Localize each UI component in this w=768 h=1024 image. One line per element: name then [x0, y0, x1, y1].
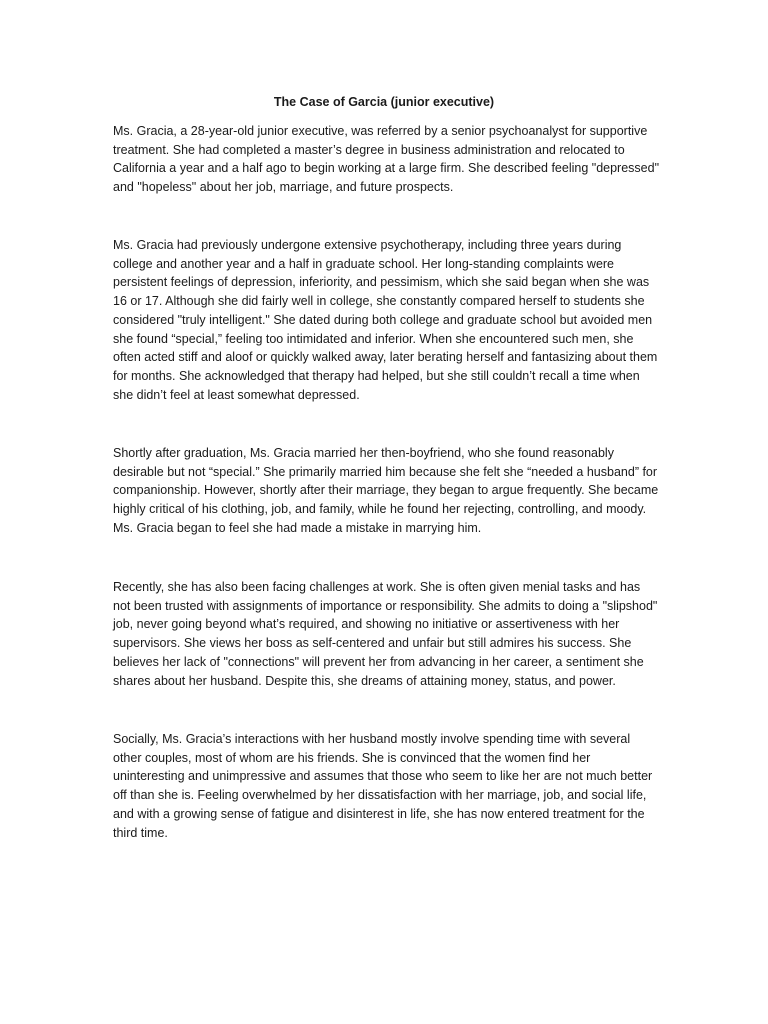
paragraph-social-life: Socially, Ms. Gracia’s interactions with her husband mostly involve spending time with several other couples, most of whom are his friends. She is convinced that the women find her uninteresting and unimpressive and assumes that those who seem to like her are not much better off than she is. Feeling overwhelmed by her dissatisfaction with her marriage, job, and social life, and with a growing sense of fatigue and disinterest in life, she has now entered treatment for the third time. — [113, 732, 653, 840]
paragraph-marriage: Shortly after graduation, Ms. Gracia married her then-boyfriend, who she found reasonably desirable but not “special.” She primarily married him because she felt she “needed a husband” for companionship. However, shortly after their marriage, they began to argue frequently. She became highly critical of his clothing, job, and family, while he found her rejecting, controlling, and moody. Ms. Gracia began to feel she had made a mistake in marrying him. — [113, 446, 659, 535]
paragraph-history: Ms. Gracia had previously undergone extensive psychotherapy, including three years during college and another year and a half in graduate school. Her long-standing complaints were persistent feelings of depression, inferiority, and pessimism, which she said began when she was 16 or 17. Although she did fairly well in college, she constantly compared herself to students she considered "truly intelligent." She dated during both college and graduate school but avoided men she found “special,” feeling too intimidated and inferior. When she encountered such men, she often acted stiff and aloof or quickly walked away, later berating herself and fantasizing about them for months. She acknowledged that therapy had helped, but she still couldn’t recall a time when she didn’t feel at least somewhat depressed. — [113, 238, 658, 402]
paragraph-work: Recently, she has also been facing challenges at work. She is often given menial tasks and has not been trusted with assignments of importance or responsibility. She admits to doing a "slipshod" job, never going beyond what’s required, and showing no initiative or assertiveness with her supervisors. She views her boss as self-centered and unfair but still admires his success. She believes her lack of "connections" will prevent her from advancing in her career, a sentiment she shares about her husband. Despite this, she dreams of attaining money, status, and power. — [113, 580, 658, 688]
document-title: The Case of Garcia (junior executive) — [273, 95, 495, 109]
paragraph-referral: Ms. Gracia, a 28-year-old junior executive, was referred by a senior psychoanalyst for supportive treatment. She had completed a master’s degree in business administration and relocated to California a year and a half ago to begin working at a large firm. She described feeling "depressed" and "hopeless" about her job, marriage, and future prospects. — [113, 124, 660, 195]
